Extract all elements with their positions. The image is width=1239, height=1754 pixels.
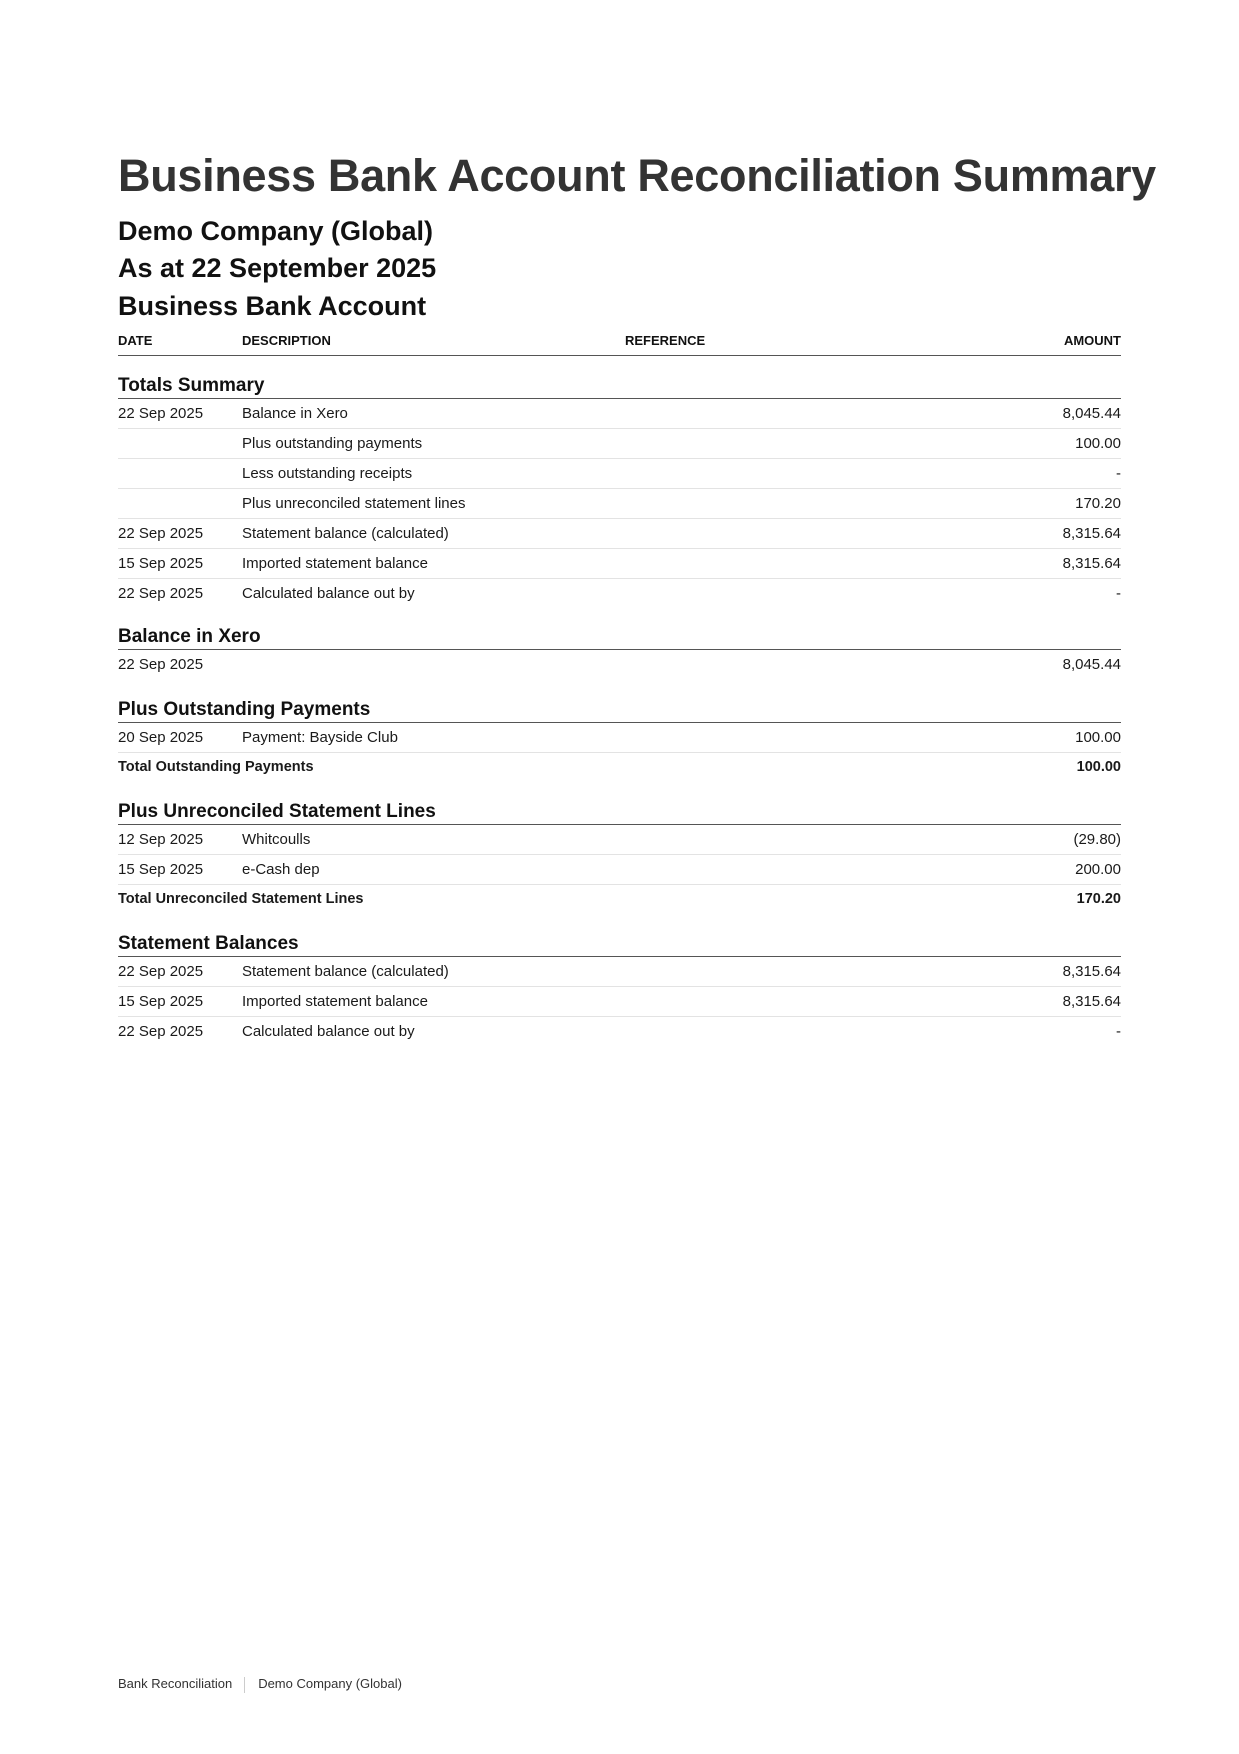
section-unreconciled-lines [118, 800, 1121, 914]
footer-divider [244, 1677, 245, 1693]
account-name: Business Bank Account [118, 291, 427, 321]
row-amount: 8,045.44 [1062, 656, 1121, 673]
row-amount: 100.00 [1075, 435, 1121, 452]
row-amount: 8,315.64 [1062, 525, 1121, 542]
row-description: Plus unreconciled statement lines [242, 495, 466, 512]
section-outstanding-payments [118, 698, 1121, 782]
table-row [118, 825, 1121, 855]
row-description: Calculated balance out by [242, 585, 415, 602]
table-row [118, 650, 1121, 679]
section-title: Totals Summary [118, 374, 1121, 399]
table-row [118, 549, 1121, 579]
column-header-row [118, 333, 1121, 356]
row-amount: - [1116, 585, 1121, 602]
row-description: Imported statement balance [242, 555, 428, 572]
footer-report-name: Bank Reconciliation [118, 1676, 233, 1691]
row-amount: 8,045.44 [1062, 405, 1121, 422]
row-date: 12 Sep 2025 [118, 831, 204, 848]
table-row [118, 519, 1121, 549]
column-header-amount: AMOUNT [1063, 333, 1121, 348]
section-title: Statement Balances [118, 932, 1121, 957]
row-date: 15 Sep 2025 [118, 993, 204, 1010]
column-header-date: DATE [118, 333, 153, 348]
total-label: Total Unreconciled Statement Lines [118, 891, 364, 907]
table-row [118, 957, 1121, 987]
section-totals-summary [118, 374, 1121, 608]
row-description: e-Cash dep [242, 861, 320, 878]
report-title: Business Bank Account Reconciliation Summary [118, 150, 1156, 201]
row-date: 15 Sep 2025 [118, 555, 204, 572]
total-amount: 100.00 [1076, 759, 1121, 775]
total-label: Total Outstanding Payments [118, 759, 314, 775]
row-date: 22 Sep 2025 [118, 656, 204, 673]
row-date: 22 Sep 2025 [118, 405, 204, 422]
row-amount: 8,315.64 [1062, 993, 1121, 1010]
row-amount: - [1116, 1023, 1121, 1040]
section-statement-balances [118, 932, 1121, 1046]
report-date: As at 22 September 2025 [118, 253, 437, 283]
table-row [118, 1017, 1121, 1046]
row-description: Less outstanding receipts [242, 465, 413, 482]
table-row [118, 987, 1121, 1017]
table-row [118, 855, 1121, 885]
column-header-reference: REFERENCE [625, 333, 706, 348]
row-amount: 170.20 [1075, 495, 1121, 512]
row-description: Whitcoulls [242, 831, 311, 848]
total-amount: 170.20 [1076, 891, 1121, 907]
table-row [118, 723, 1121, 753]
row-date: 22 Sep 2025 [118, 963, 204, 980]
column-header-description: DESCRIPTION [242, 333, 331, 348]
row-amount: 200.00 [1075, 861, 1121, 878]
table-row [118, 399, 1121, 429]
total-row [118, 885, 1121, 914]
row-description: Statement balance (calculated) [242, 963, 449, 980]
section-title: Balance in Xero [118, 625, 1121, 650]
table-row [118, 429, 1121, 459]
total-row [118, 753, 1121, 782]
row-date: 22 Sep 2025 [118, 525, 204, 542]
row-amount: 100.00 [1075, 729, 1121, 746]
table-row [118, 459, 1121, 489]
company-name: Demo Company (Global) [118, 216, 434, 246]
section-balance-in-xero [118, 625, 1121, 679]
row-date: 20 Sep 2025 [118, 729, 204, 746]
row-amount: (29.80) [1073, 831, 1121, 848]
row-amount: - [1116, 465, 1121, 482]
row-description: Imported statement balance [242, 993, 428, 1010]
section-title: Plus Unreconciled Statement Lines [118, 800, 1121, 825]
section-title: Plus Outstanding Payments [118, 698, 1121, 723]
row-description: Statement balance (calculated) [242, 525, 449, 542]
row-description: Payment: Bayside Club [242, 729, 398, 746]
row-description: Plus outstanding payments [242, 435, 423, 452]
footer-company-name: Demo Company (Global) [258, 1676, 402, 1691]
row-amount: 8,315.64 [1062, 555, 1121, 572]
table-row [118, 579, 1121, 608]
row-description: Balance in Xero [242, 405, 348, 422]
row-date: 15 Sep 2025 [118, 861, 204, 878]
row-date: 22 Sep 2025 [118, 1023, 204, 1040]
row-description: Calculated balance out by [242, 1023, 415, 1040]
row-date: 22 Sep 2025 [118, 585, 204, 602]
row-amount: 8,315.64 [1062, 963, 1121, 980]
page-footer [118, 1676, 402, 1693]
table-row [118, 489, 1121, 519]
